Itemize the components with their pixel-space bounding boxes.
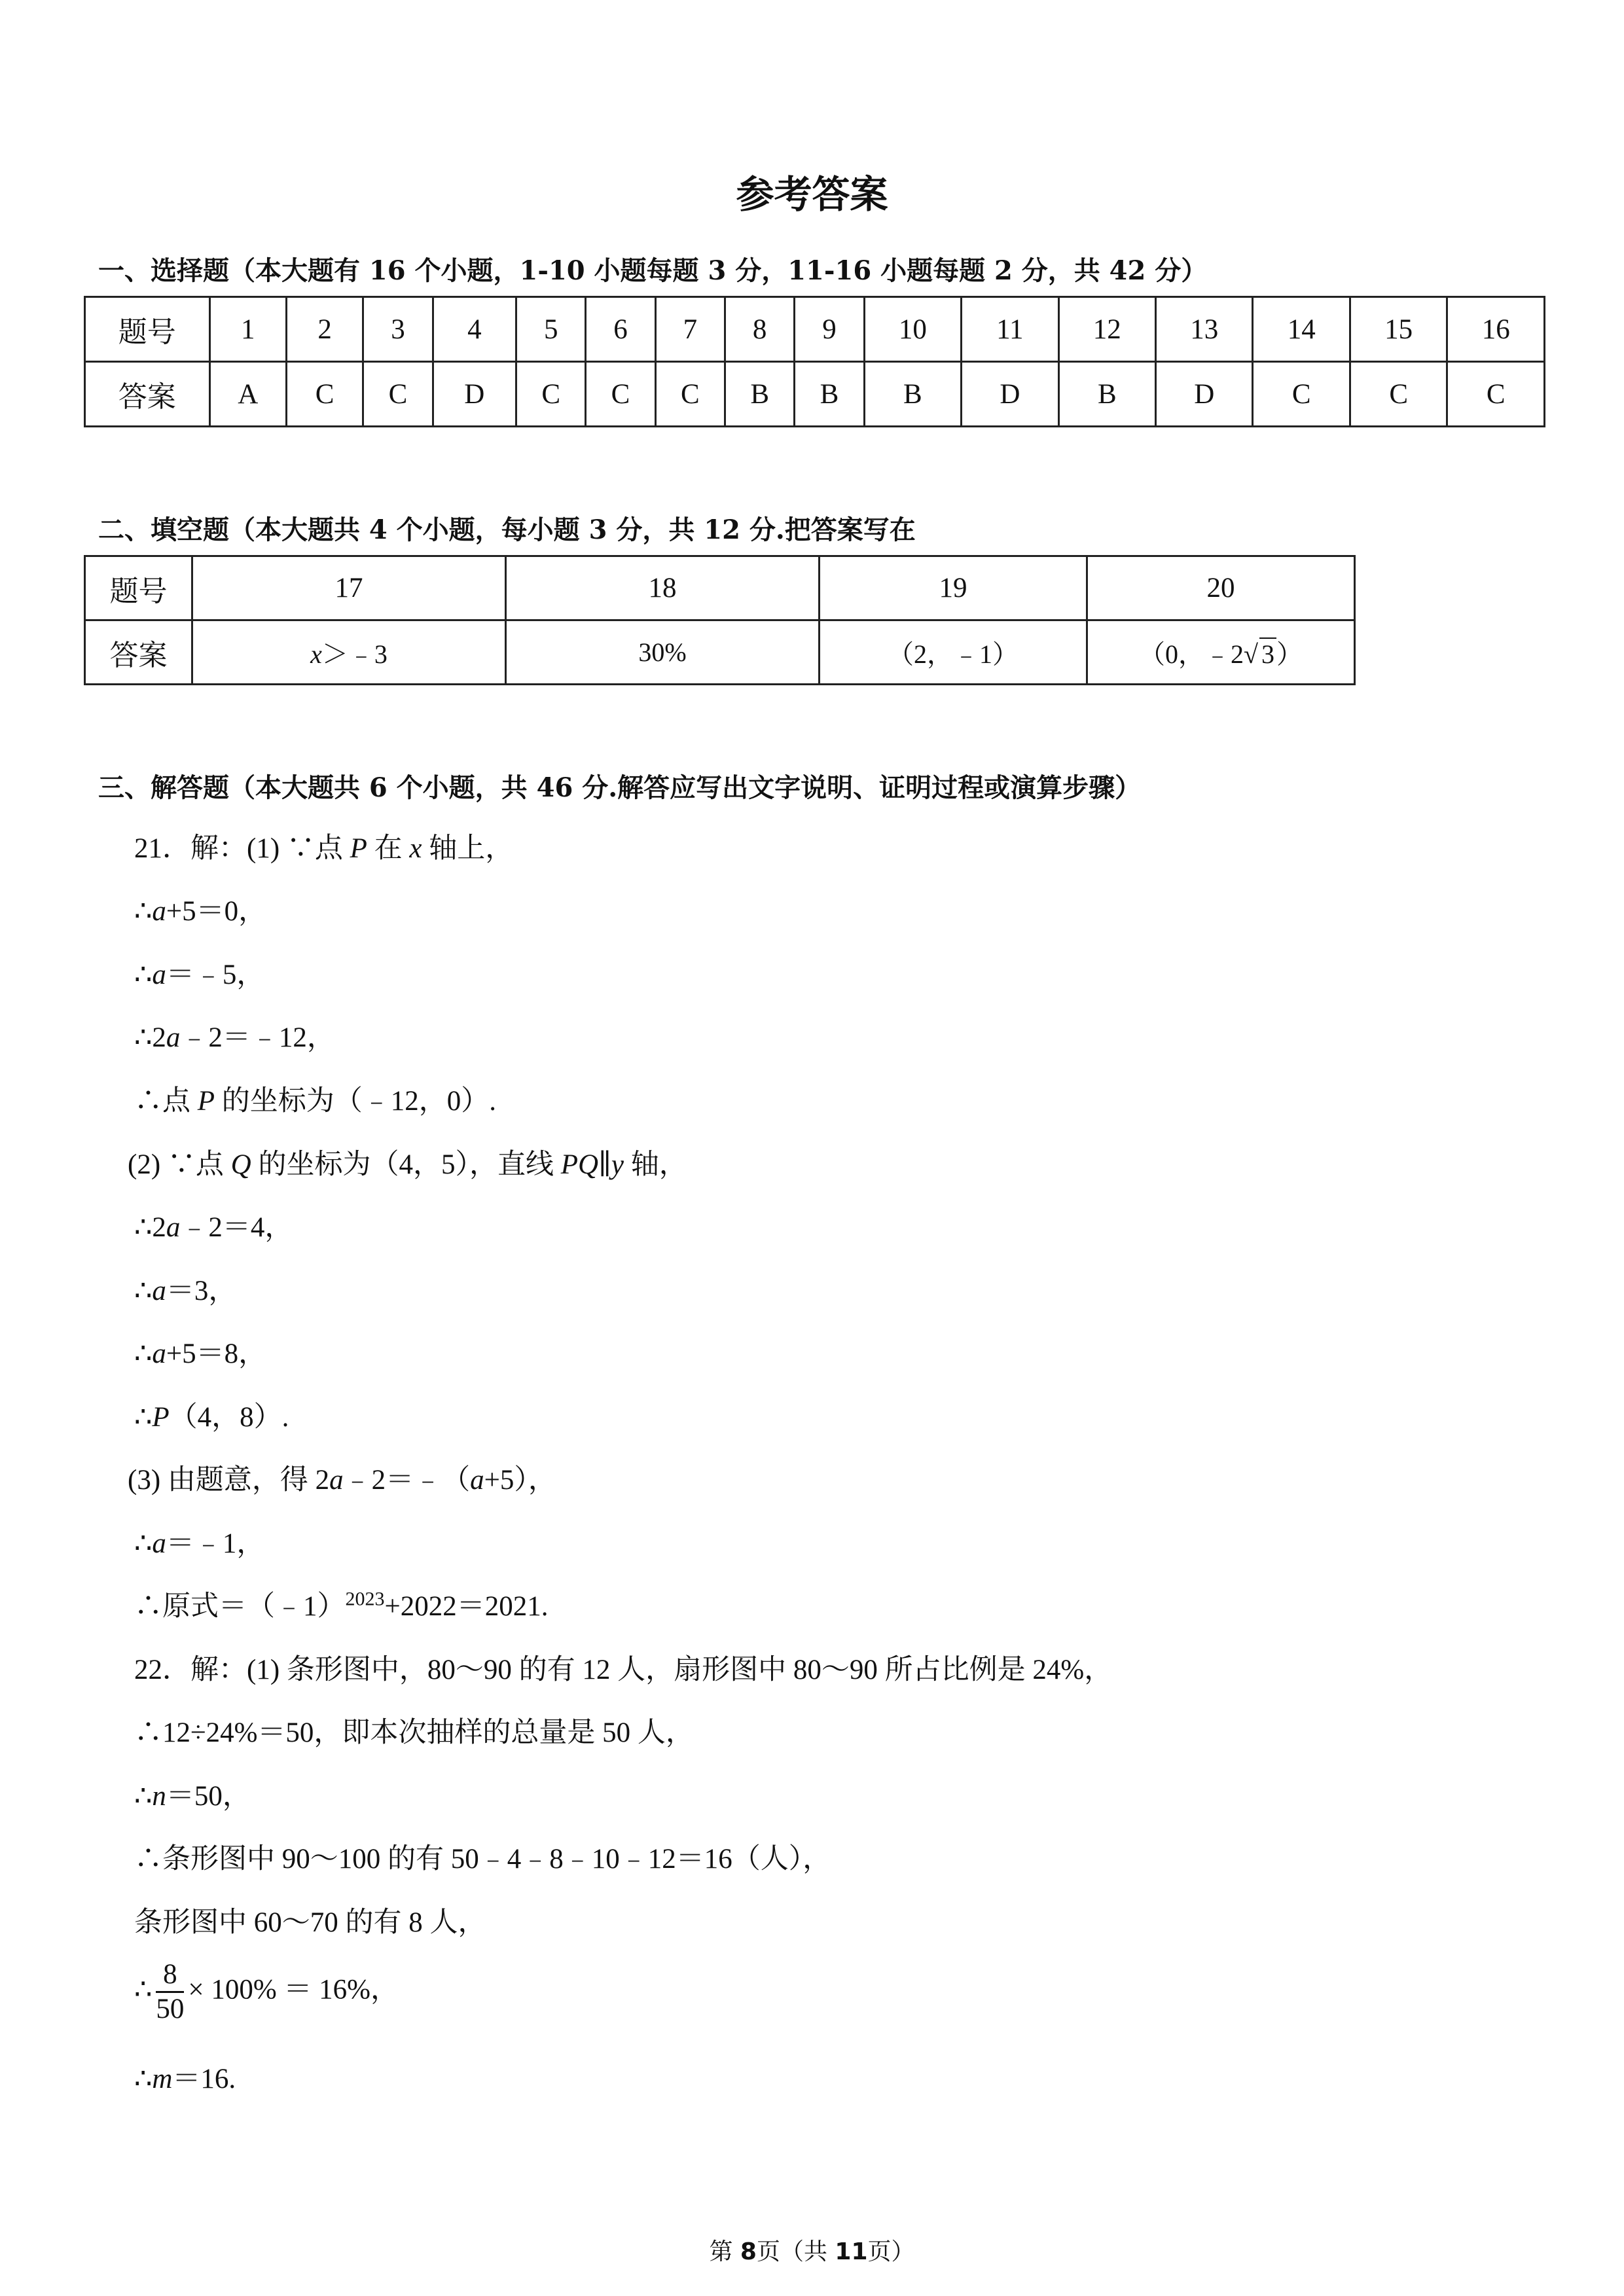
answer-cell: C <box>1253 362 1350 427</box>
text: ＝16. <box>172 2064 236 2094</box>
answer-cell: C <box>586 362 655 427</box>
exponent: 2023 <box>345 1588 385 1610</box>
text: ∴ <box>134 1528 153 1559</box>
var: Q <box>230 1149 251 1180</box>
text: ∴ <box>134 960 153 990</box>
text: ∴ <box>134 2064 153 2094</box>
text: ∴原式＝（﹣1） <box>134 1591 346 1622</box>
var: a <box>152 960 166 990</box>
answer-20-pre: （0，﹣2 <box>1139 639 1244 669</box>
answer-19: （2，﹣1） <box>820 620 1087 685</box>
solution-line <box>134 1268 236 1308</box>
row-label: 答案 <box>85 620 192 685</box>
text: 轴， <box>624 1149 687 1180</box>
var: a <box>152 1338 166 1369</box>
page-number: 8 <box>740 2238 757 2265</box>
solution-line <box>134 1584 549 1624</box>
answer-20 <box>1087 620 1355 685</box>
text: +2022＝2021. <box>384 1591 549 1622</box>
text: (2) ∵点 <box>128 1149 231 1180</box>
question-number: 8 <box>725 297 795 362</box>
row-label: 题号 <box>85 297 210 362</box>
answer-cell: B <box>1058 362 1155 427</box>
page-footer <box>0 2233 1624 2267</box>
fill-blank-answer-table <box>84 555 1356 685</box>
text: 轴上， <box>422 833 514 864</box>
answer-cell: C <box>363 362 433 427</box>
var: a <box>329 1465 344 1496</box>
text: ∴ <box>134 1974 153 2005</box>
var: P <box>152 1402 170 1433</box>
question-number: 17 <box>192 556 506 620</box>
var: m <box>152 2064 173 2094</box>
answer-18: 30% <box>506 620 820 685</box>
text: ＝﹣1， <box>166 1528 265 1559</box>
solution-line <box>134 1331 266 1371</box>
solution-line <box>134 1205 293 1245</box>
question-number: 18 <box>506 556 820 620</box>
text: 页） <box>867 2238 915 2265</box>
solution-line <box>134 826 513 866</box>
solution-line <box>134 1774 251 1814</box>
question-number: 4 <box>433 297 516 362</box>
page-title: 参考答案 <box>736 172 888 217</box>
answer-17-rest: ＞﹣3 <box>321 639 388 669</box>
text: 在 <box>367 833 410 864</box>
text: 页（共 <box>756 2238 835 2265</box>
text: +5＝0， <box>166 896 267 927</box>
var: n <box>152 1781 166 1812</box>
answer-cell: D <box>433 362 516 427</box>
row-label: 答案 <box>85 362 210 427</box>
solution-line <box>128 1142 687 1182</box>
question-number: 5 <box>516 297 586 362</box>
sqrt-sign: √ <box>1244 639 1258 669</box>
fill-number-row <box>85 556 1355 620</box>
var: PQ <box>560 1149 599 1180</box>
answer-17 <box>192 620 506 685</box>
solution-line <box>134 1079 496 1119</box>
solution-line: ∴12÷24%＝50，即本次抽样的总量是 50 人， <box>134 1717 694 1748</box>
text: ∴ <box>134 1338 153 1369</box>
question-number: 2 <box>286 297 363 362</box>
text: +5＝8， <box>166 1338 267 1369</box>
row-label: 题号 <box>85 556 192 620</box>
text: ∴ <box>134 896 153 927</box>
answer-cell: A <box>209 362 286 427</box>
fill-answer-row <box>85 620 1355 685</box>
var: y <box>611 1149 624 1180</box>
text: ﹣2＝﹣12， <box>180 1022 335 1053</box>
answer-cell: D <box>1156 362 1253 427</box>
text: ＝3， <box>166 1276 237 1306</box>
choice-number-row <box>85 297 1545 362</box>
text: 的坐标为（4，5），直线 <box>251 1149 561 1180</box>
answer-cell: C <box>286 362 363 427</box>
text: （4，8）. <box>169 1402 289 1433</box>
question-number: 1 <box>209 297 286 362</box>
answer-cell: B <box>725 362 795 427</box>
section3-heading: 三、解答题（本大题共 6 个小题，共 46 分.解答应写出文字说明、证明过程或演算步骤） <box>98 772 1142 803</box>
question-number: 16 <box>1447 297 1545 362</box>
section1-heading: 一、选择题（本大题有 16 个小题，1-10 小题每题 3 分，11-16 小题每题 2 分，共 42 分） <box>98 255 1208 286</box>
text: 第 <box>709 2238 740 2265</box>
question-number: 7 <box>655 297 725 362</box>
var: a <box>152 896 166 927</box>
question-number: 10 <box>864 297 961 362</box>
text: ∴ <box>134 1402 153 1433</box>
text: 21．解：(1) ∵点 <box>134 833 350 864</box>
solution-line <box>128 1458 556 1498</box>
answer-cell: B <box>864 362 961 427</box>
question-number: 19 <box>820 556 1087 620</box>
question-number: 13 <box>1156 297 1253 362</box>
question-number: 12 <box>1058 297 1155 362</box>
text: × 100% ＝ 16%， <box>188 1974 399 2005</box>
text: ∴2 <box>134 1212 166 1243</box>
text: ∴ <box>134 1781 153 1812</box>
radicand: 3 <box>1259 637 1276 670</box>
answer-cell: C <box>655 362 725 427</box>
solution-line <box>134 1521 264 1561</box>
text: +5）， <box>484 1465 556 1496</box>
solution-line <box>134 1395 289 1435</box>
text: ﹣2＝4， <box>180 1212 293 1243</box>
text: ＝﹣5， <box>166 960 265 990</box>
answer-20-post: ） <box>1276 639 1303 669</box>
text: ＝50， <box>166 1781 251 1812</box>
question-number: 6 <box>586 297 655 362</box>
answer-cell: C <box>516 362 586 427</box>
text: ﹣2＝﹣（ <box>343 1465 471 1496</box>
question-number: 15 <box>1350 297 1447 362</box>
solution-line <box>134 2056 236 2096</box>
solution-line <box>134 1958 399 2026</box>
question-number: 9 <box>795 297 864 362</box>
text: ∴点 <box>134 1086 198 1117</box>
question-number: 14 <box>1253 297 1350 362</box>
solution-line: 22．解：(1) 条形图中，80～90 的有 12 人，扇形图中 80～90 所占比例是 24%， <box>134 1655 1113 1685</box>
var: a <box>166 1212 181 1243</box>
fraction <box>156 1958 184 2026</box>
answer-cell: C <box>1447 362 1545 427</box>
var: P <box>197 1086 215 1117</box>
numerator: 8 <box>156 1958 184 1993</box>
question-number: 3 <box>363 297 433 362</box>
solution-line <box>134 889 266 929</box>
answer-cell: D <box>962 362 1058 427</box>
solution-line: 条形图中 60～70 的有 8 人， <box>134 1907 486 1938</box>
question-number: 20 <box>1087 556 1355 620</box>
answer-cell: B <box>795 362 864 427</box>
var-x: x <box>310 639 322 669</box>
solution-line <box>134 1015 335 1055</box>
solution-line <box>134 952 264 992</box>
choice-answer-table <box>84 296 1545 427</box>
text: ∥ <box>598 1149 611 1180</box>
var: a <box>152 1276 166 1306</box>
denominator: 50 <box>156 1994 185 2024</box>
var: a <box>470 1465 484 1496</box>
text: 的坐标为（﹣12，0）. <box>215 1086 497 1117</box>
var: a <box>166 1022 181 1053</box>
var: x <box>409 833 422 864</box>
section2-heading: 二、填空题（本大题共 4 个小题，每小题 3 分，共 12 分.把答案写在 <box>98 514 916 545</box>
question-number: 11 <box>962 297 1058 362</box>
text: ∴ <box>134 1276 153 1306</box>
text: (3) 由题意，得 2 <box>128 1465 330 1496</box>
answer-cell: C <box>1350 362 1447 427</box>
var: a <box>152 1528 166 1559</box>
choice-answer-row <box>85 362 1545 427</box>
var: P <box>350 833 367 864</box>
solution-line: ∴条形图中 90～100 的有 50﹣4﹣8﹣10﹣12＝16（人）， <box>134 1844 831 1874</box>
total-pages: 11 <box>835 2238 868 2265</box>
text: ∴2 <box>134 1022 166 1053</box>
